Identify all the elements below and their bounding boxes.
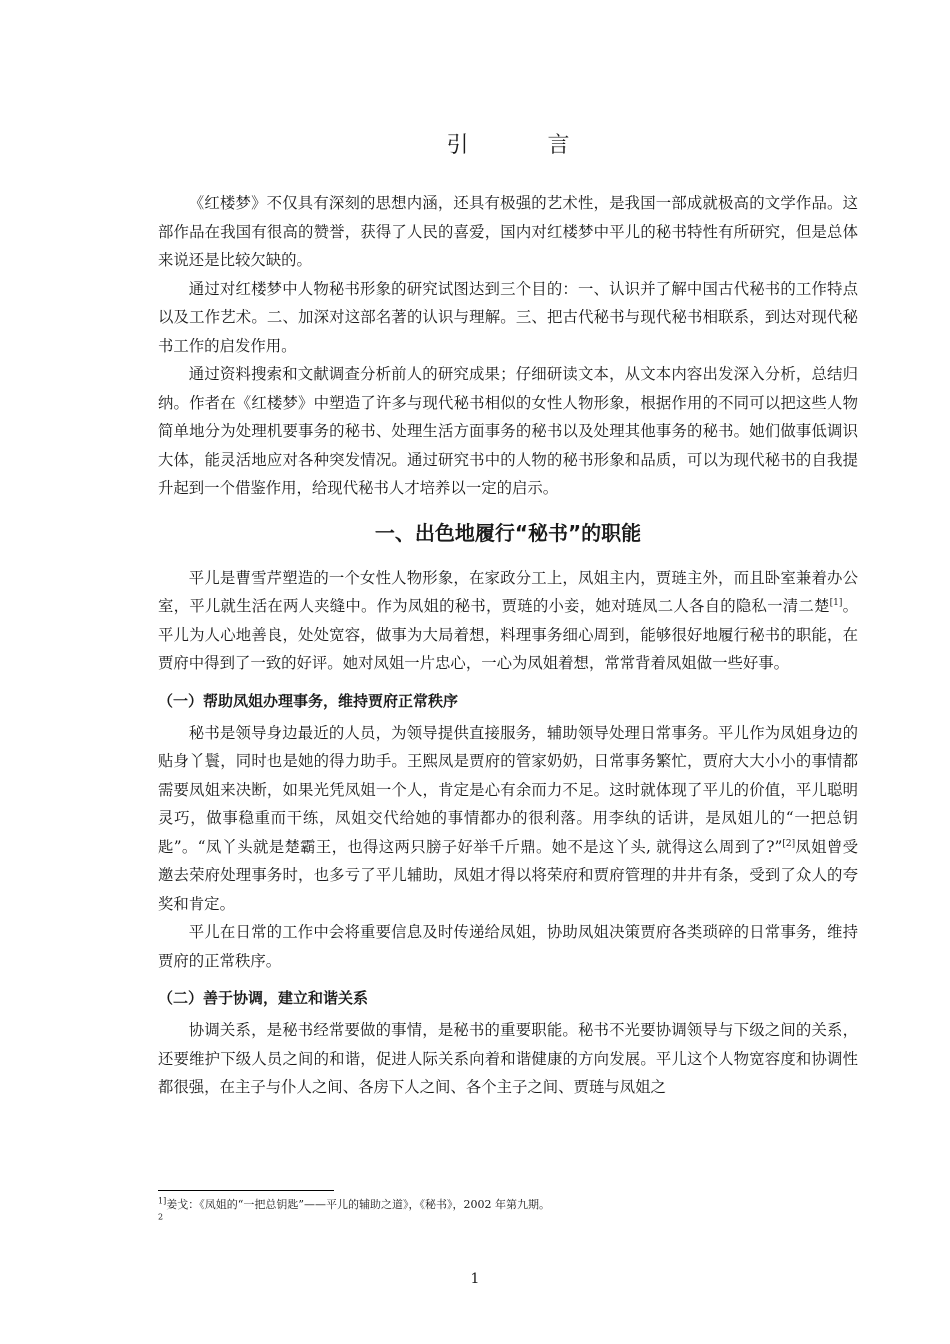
section-2-title: （二）善于协调，建立和谐关系: [158, 989, 369, 1007]
chapter-1-paragraph-1: [158, 564, 858, 678]
intro-paragraph-1: 《红楼梦》不仅具有深刻的思想内涵，还具有极强的艺术性，是我国一部成就极高的文学作品。这部作品在我国有很高的赞誉，获得了人民的喜爱，国内对红楼梦中平儿的秘书特性有所研究，但是总体来说还是比较欠缺的。: [158, 194, 858, 269]
text-segment: 平儿是曹雪芹塑造的一个女性人物形象，在家政分工上，凤姐主内，贾琏主外，而且卧室兼着办公室，平儿就生活在两人夹缝中。作为凤姐的秘书，贾琏的小妾，她对琏凤二人各自的隐私一清二楚: [158, 568, 858, 615]
page-content: [158, 128, 858, 1102]
text-segment: 凤姐曾受邀去荣府处理事务时，也多亏了平儿辅助，凤姐才得以将荣府和贾府管理的井井有条，受到了众人的夸奖和肯定。: [158, 837, 858, 913]
section-1-title: （一）帮助凤姐办理事务，维持贾府正常秩序: [158, 691, 459, 710]
intro-title: 引 言: [446, 133, 606, 158]
footnote-divider: [158, 1190, 334, 1191]
citation-ref-2: [2]: [782, 838, 796, 849]
intro-paragraph-2: 通过对红楼梦中人物秘书形象的研究试图达到三个目的：一、认识并了解中国古代秘书的工作特点以及工作艺术。二、加深对这部名著的认识与理解。三、把古代秘书与现代秘书相联系，到达对现代秘书工作的启发作用。: [158, 279, 858, 355]
footnote-mark: 2: [158, 1212, 164, 1222]
section-1-paragraph-1: [158, 719, 858, 919]
text-segment: 秘书是领导身边最近的人员，为领导提供直接服务，辅助领导处理日常事务。平儿作为凤姐身边的贴身丫鬟，同时也是她的得力助手。王熙凤是贾府的管家奶奶，日常事务繁忙，贾府大大小小的事情都需要凤姐来决断，如果光凭凤姐一个人，肯定是心有余而力不足。这时就体现了平儿的价值，平儿聪明灵巧，做事稳重而干练，凤姐交代给她的事情都办的很利落。用李纨的话讲，是凤姐儿的“一把总钥匙”。“凤丫头就是楚霸王，也得这两只膀子好举千斤鼎。她不是这丫头, 就得这么周到了?”: [158, 723, 858, 856]
footnote-1: [158, 1197, 858, 1213]
footnote-text: 姜戈：《凤姐的“一把总钥匙”——平儿的辅助之道》，《秘书》，2002 年第九期。: [166, 1198, 550, 1211]
footnotes: [158, 1190, 858, 1229]
citation-ref-1: [1]: [829, 597, 843, 608]
text-segment: 。平儿为人心地善良，处处宽容，做事为大局着想，料理事务细心周到，能够很好地履行秘书的职能，在贾府中得到了一致的好评。她对凤姐一片忠心，一心为凤姐着想，常常背着凤姐做一些好事。: [158, 597, 858, 672]
intro-paragraph-3: 通过资料搜索和文献调查分析前人的研究成果；仔细研读文本，从文本内容出发深入分析，总结归纳。作者在《红楼梦》中塑造了许多与现代秘书相似的女性人物形象，根据作用的不同可以把这些人物简单地分为处理机要事务的秘书、处理生活方面事务的秘书以及处理其他事务的秘书。她们做事低调识大体，能灵活地应对各种突发情况。通过研究书中的人物的秘书形象和品质，可以为现代秘书的自我提升起到一个借鉴作用，给现代秘书人才培养以一定的启示。: [158, 365, 858, 497]
page-number: 1: [470, 1271, 480, 1287]
footnote-2: [158, 1213, 858, 1229]
chapter-1-title: 一、出色地履行“秘书”的职能: [374, 520, 642, 545]
section-1-paragraph-2: 平儿在日常的工作中会将重要信息及时传递给凤姐，协助凤姐决策贾府各类琐碎的日常事务，维持贾府的正常秩序。: [158, 923, 858, 970]
footnote-mark: 1]: [158, 1196, 167, 1206]
section-2-paragraph-1: 协调关系，是秘书经常要做的事情，是秘书的重要职能。秘书不光要协调领导与下级之间的关系，还要维护下级人员之间的和谐，促进人际关系向着和谐健康的方向发展。平儿这个人物宽容度和协调性都很强，在主子与仆人之间、各房下人之间、各个主子之间、贾琏与凤姐之: [158, 1021, 858, 1096]
